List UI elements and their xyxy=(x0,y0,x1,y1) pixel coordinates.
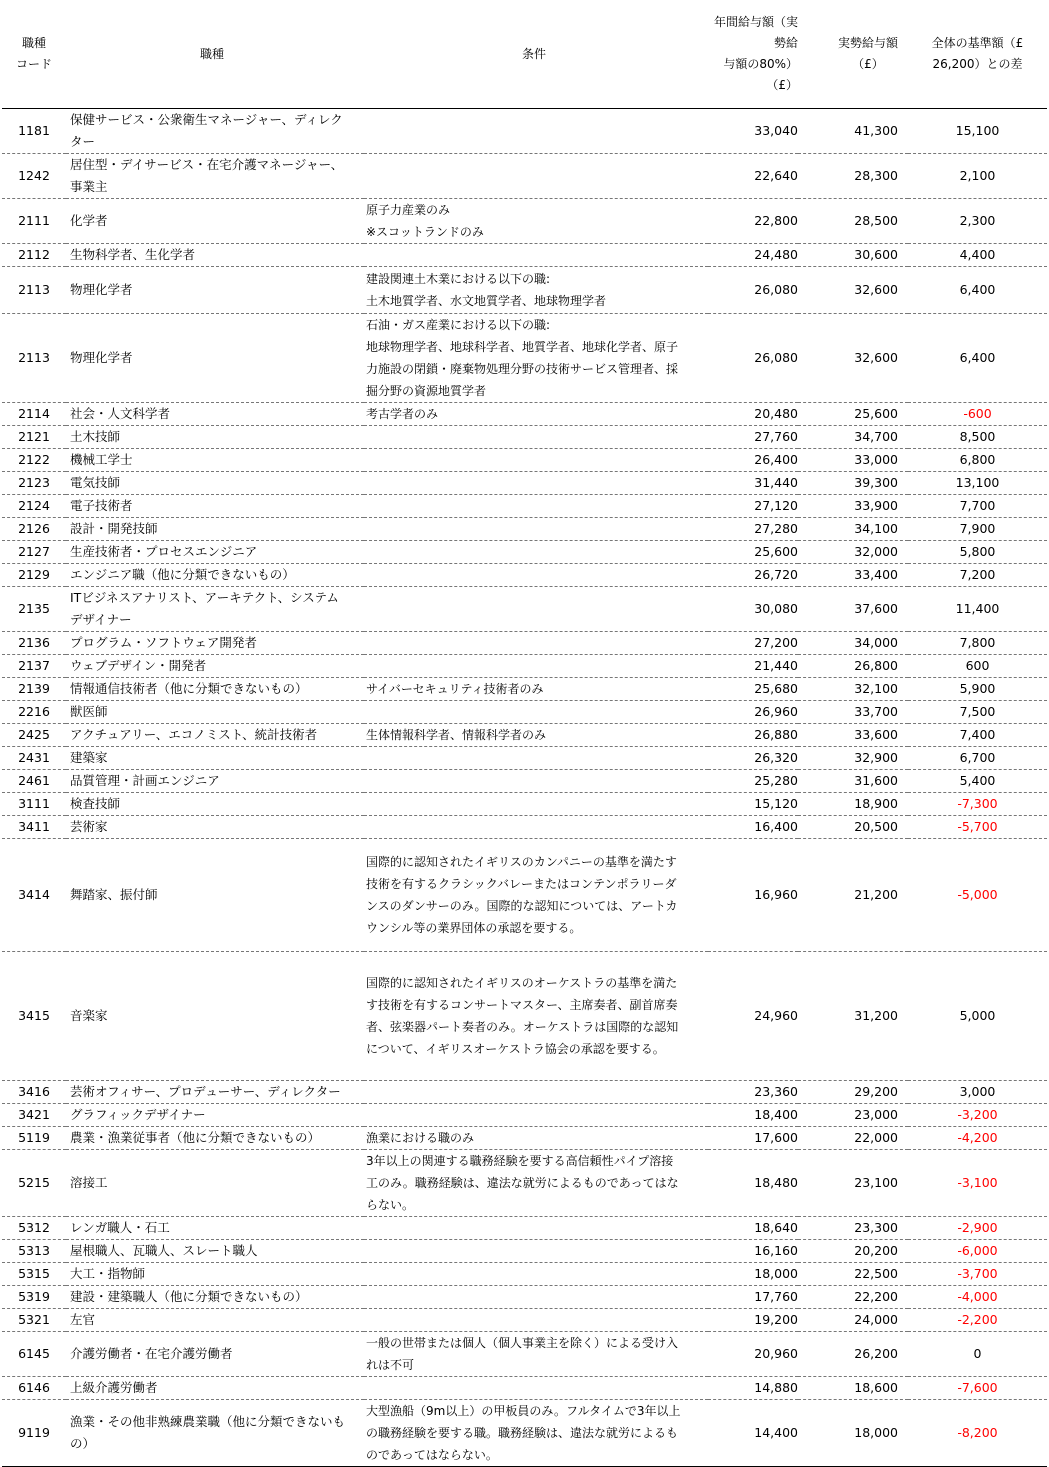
cell-annual-salary: 27,120 xyxy=(754,498,798,513)
cell-code: 1242 xyxy=(18,168,50,183)
cell-actual-salary: 32,000 xyxy=(854,544,898,559)
cell-job: グラフィックデザイナー xyxy=(70,1107,206,1122)
cell-job: 保健サービス・公衆衛生マネージャー、ディレク ター xyxy=(70,112,343,149)
cell-annual-salary: 27,200 xyxy=(754,635,798,650)
cell-actual-salary: 18,000 xyxy=(854,1425,898,1440)
cell-difference: 6,700 xyxy=(959,750,996,765)
cell-job: 電気技師 xyxy=(70,475,121,490)
cell-code: 6145 xyxy=(18,1346,50,1361)
cell-code: 2121 xyxy=(18,429,50,444)
cell-job: 物理化学者 xyxy=(70,282,133,297)
header-code: 職種 コード xyxy=(15,36,52,71)
table-row xyxy=(2,449,1047,472)
cell-condition xyxy=(364,1309,708,1332)
header-actual-salary: 実勢給与額 （£） xyxy=(837,36,898,71)
cell-condition xyxy=(364,449,708,472)
cell-job: レンガ職人・石工 xyxy=(70,1220,170,1235)
cell-job: 農業・漁業従事者（他に分類できないもの） xyxy=(70,1130,321,1145)
cell-code: 9119 xyxy=(18,1425,50,1440)
cell-job: 社会・人文科学者 xyxy=(70,406,171,421)
cell-condition xyxy=(364,426,708,449)
table-row xyxy=(2,747,1047,770)
cell-annual-salary: 22,640 xyxy=(754,168,798,183)
cell-difference: -4,000 xyxy=(957,1289,998,1304)
cell-condition: 一般の世帯または個人（個人事業主を除く）による受け入 れは不可 xyxy=(366,1336,679,1372)
cell-difference: 5,800 xyxy=(959,544,996,559)
cell-code: 5321 xyxy=(18,1312,50,1327)
cell-difference: 7,800 xyxy=(959,635,996,650)
cell-annual-salary: 18,000 xyxy=(754,1266,798,1281)
cell-annual-salary: 16,400 xyxy=(754,819,798,834)
cell-annual-salary: 26,320 xyxy=(754,750,798,765)
cell-code: 5315 xyxy=(18,1266,50,1281)
cell-difference: 11,400 xyxy=(955,601,1000,616)
cell-code: 2124 xyxy=(18,498,50,513)
cell-job: 設計・開発技師 xyxy=(70,521,158,536)
cell-difference: -4,200 xyxy=(957,1130,998,1145)
cell-job: 居住型・デイサービス・在宅介護マネージャー、 事業主 xyxy=(70,157,344,194)
cell-actual-salary: 18,600 xyxy=(854,1380,898,1395)
table-row xyxy=(2,952,1047,1081)
cell-annual-salary: 27,760 xyxy=(754,429,798,444)
table-header xyxy=(2,0,1047,109)
cell-code: 2112 xyxy=(18,247,50,262)
cell-code: 5319 xyxy=(18,1289,50,1304)
cell-actual-salary: 24,000 xyxy=(854,1312,898,1327)
cell-code: 2137 xyxy=(18,658,50,673)
table-row xyxy=(2,1400,1047,1467)
cell-annual-salary: 16,160 xyxy=(754,1243,798,1258)
table-row xyxy=(2,154,1047,199)
cell-job: 漁業・その他非熟練農業職（他に分類できないも の） xyxy=(70,1414,346,1451)
cell-code: 2127 xyxy=(18,544,50,559)
cell-annual-salary: 26,080 xyxy=(754,350,798,365)
cell-condition: 生体情報科学者、情報科学者のみ xyxy=(366,728,547,742)
table-row xyxy=(2,1081,1047,1104)
cell-condition xyxy=(364,564,708,587)
cell-annual-salary: 19,200 xyxy=(754,1312,798,1327)
cell-actual-salary: 31,600 xyxy=(854,773,898,788)
cell-code: 3411 xyxy=(18,819,50,834)
cell-actual-salary: 28,500 xyxy=(854,213,898,228)
cell-condition xyxy=(364,1286,708,1309)
cell-job: 建設・建築職人（他に分類できないもの） xyxy=(70,1289,308,1304)
table-row xyxy=(2,518,1047,541)
cell-actual-salary: 39,300 xyxy=(854,475,898,490)
occupation-salary-table xyxy=(2,0,1047,1467)
table-row xyxy=(2,701,1047,724)
cell-annual-salary: 18,640 xyxy=(754,1220,798,1235)
table-row xyxy=(2,1332,1047,1377)
cell-difference: 8,500 xyxy=(959,429,996,444)
cell-actual-salary: 33,900 xyxy=(854,498,898,513)
cell-job: 芸術家 xyxy=(70,819,108,834)
cell-job: 建築家 xyxy=(70,750,108,765)
cell-code: 5313 xyxy=(18,1243,50,1258)
cell-job: プログラム・ソフトウェア開発者 xyxy=(70,635,257,650)
cell-condition xyxy=(364,472,708,495)
cell-code: 3414 xyxy=(18,887,50,902)
cell-condition xyxy=(364,1240,708,1263)
cell-actual-salary: 21,200 xyxy=(854,887,898,902)
table-body xyxy=(2,109,1047,1467)
cell-code: 2216 xyxy=(18,704,50,719)
cell-job: ITビジネスアナリスト、アーキテクト、システム デザイナー xyxy=(70,590,339,627)
cell-code: 6146 xyxy=(18,1380,50,1395)
cell-annual-salary: 26,720 xyxy=(754,567,798,582)
cell-actual-salary: 23,300 xyxy=(854,1220,898,1235)
cell-condition xyxy=(364,793,708,816)
cell-code: 2113 xyxy=(18,350,50,365)
cell-actual-salary: 34,100 xyxy=(854,521,898,536)
cell-difference: 2,300 xyxy=(959,213,996,228)
cell-actual-salary: 31,200 xyxy=(854,1008,898,1023)
cell-job: 上級介護労働者 xyxy=(70,1380,158,1395)
cell-difference: 7,200 xyxy=(959,567,996,582)
cell-annual-salary: 25,280 xyxy=(754,773,798,788)
table-row xyxy=(2,839,1047,952)
cell-annual-salary: 14,880 xyxy=(754,1380,798,1395)
cell-difference: 7,400 xyxy=(959,727,996,742)
cell-actual-salary: 18,900 xyxy=(854,796,898,811)
cell-code: 3415 xyxy=(18,1008,50,1023)
cell-job: ウェブデザイン・開発者 xyxy=(70,658,207,673)
table-row xyxy=(2,109,1047,154)
cell-annual-salary: 18,400 xyxy=(754,1107,798,1122)
cell-code: 2139 xyxy=(18,681,50,696)
cell-condition xyxy=(364,747,708,770)
cell-job: 機械工学士 xyxy=(70,452,133,467)
cell-annual-salary: 23,360 xyxy=(754,1084,798,1099)
cell-annual-salary: 26,080 xyxy=(754,282,798,297)
cell-condition xyxy=(364,632,708,655)
cell-annual-salary: 33,040 xyxy=(754,123,798,138)
cell-code: 3111 xyxy=(18,796,50,811)
cell-job: 溶接工 xyxy=(70,1175,108,1190)
cell-actual-salary: 34,700 xyxy=(854,429,898,444)
table-row xyxy=(2,1150,1047,1217)
cell-condition: 原子力産業のみ ※スコットランドのみ xyxy=(366,203,484,239)
cell-difference: 5,900 xyxy=(959,681,996,696)
cell-actual-salary: 32,900 xyxy=(854,750,898,765)
cell-code: 2111 xyxy=(18,213,50,228)
cell-annual-salary: 14,400 xyxy=(754,1425,798,1440)
cell-condition xyxy=(364,154,708,199)
table-row xyxy=(2,199,1047,244)
cell-condition xyxy=(364,587,708,632)
cell-condition xyxy=(364,244,708,267)
table-row xyxy=(2,655,1047,678)
cell-annual-salary: 17,760 xyxy=(754,1289,798,1304)
cell-difference: 0 xyxy=(973,1346,982,1361)
table-row xyxy=(2,564,1047,587)
cell-difference: -7,600 xyxy=(957,1380,998,1395)
cell-job: 情報通信技術者（他に分類できないもの） xyxy=(70,681,308,696)
cell-condition xyxy=(364,1081,708,1104)
table-row xyxy=(2,1377,1047,1400)
cell-code: 2425 xyxy=(18,727,50,742)
cell-condition: 建設関連土木業における以下の職: 土木地質学者、水文地質学者、地球物理学者 xyxy=(366,272,607,308)
cell-code: 2123 xyxy=(18,475,50,490)
cell-actual-salary: 33,400 xyxy=(854,567,898,582)
cell-actual-salary: 30,600 xyxy=(854,247,898,262)
cell-actual-salary: 34,000 xyxy=(854,635,898,650)
header-job: 職種 xyxy=(200,46,225,61)
cell-annual-salary: 16,960 xyxy=(754,887,798,902)
cell-condition xyxy=(364,770,708,793)
cell-difference: 2,100 xyxy=(959,168,996,183)
cell-job: 左官 xyxy=(70,1312,96,1327)
cell-actual-salary: 32,600 xyxy=(854,282,898,297)
cell-difference: 5,000 xyxy=(959,1008,996,1023)
cell-annual-salary: 24,480 xyxy=(754,247,798,262)
cell-actual-salary: 22,500 xyxy=(854,1266,898,1281)
cell-difference: -5,000 xyxy=(957,887,998,902)
table-row xyxy=(2,403,1047,426)
table-row xyxy=(2,495,1047,518)
cell-actual-salary: 32,600 xyxy=(854,350,898,365)
cell-job: 品質管理・計画エンジニア xyxy=(70,773,220,788)
cell-actual-salary: 23,100 xyxy=(854,1175,898,1190)
cell-annual-salary: 26,400 xyxy=(754,452,798,467)
cell-difference: -3,200 xyxy=(957,1107,998,1122)
cell-job: 芸術オフィサー、プロデューサー、ディレクター xyxy=(70,1084,341,1099)
table-row xyxy=(2,816,1047,839)
cell-annual-salary: 26,880 xyxy=(754,727,798,742)
cell-difference: 7,500 xyxy=(959,704,996,719)
cell-difference: -6,000 xyxy=(957,1243,998,1258)
cell-annual-salary: 20,960 xyxy=(754,1346,798,1361)
cell-difference: -3,700 xyxy=(957,1266,998,1281)
cell-code: 2129 xyxy=(18,567,50,582)
cell-code: 2113 xyxy=(18,282,50,297)
cell-difference: 5,400 xyxy=(959,773,996,788)
cell-job: 大工・指物師 xyxy=(70,1266,146,1281)
table-row xyxy=(2,472,1047,495)
table-row xyxy=(2,541,1047,564)
table-row xyxy=(2,1263,1047,1286)
cell-code: 2136 xyxy=(18,635,50,650)
cell-actual-salary: 33,700 xyxy=(854,704,898,719)
cell-job: 物理化学者 xyxy=(70,350,133,365)
cell-actual-salary: 20,200 xyxy=(854,1243,898,1258)
cell-condition xyxy=(364,1217,708,1240)
cell-actual-salary: 29,200 xyxy=(854,1084,898,1099)
cell-code: 3416 xyxy=(18,1084,50,1099)
cell-job: 舞踏家、振付師 xyxy=(70,887,158,902)
cell-job: 生物科学者、生化学者 xyxy=(70,247,196,262)
cell-annual-salary: 21,440 xyxy=(754,658,798,673)
cell-actual-salary: 33,000 xyxy=(854,452,898,467)
cell-annual-salary: 31,440 xyxy=(754,475,798,490)
cell-job: 獣医師 xyxy=(70,704,108,719)
cell-condition xyxy=(364,109,708,154)
cell-actual-salary: 26,800 xyxy=(854,658,898,673)
table-row xyxy=(2,426,1047,449)
table-row xyxy=(2,793,1047,816)
cell-condition: 国際的に認知されたイギリスのカンパニーの基準を満たす 技術を有するクラシックバレーまたはコンテンポラリーダ ンスのダンサーのみ。国際的な認知については、アートカ ウンシル等の業界団体の承認を要する。 xyxy=(366,855,678,935)
header-difference: 全体の基準額（£ 26,200）との差 xyxy=(931,36,1024,71)
cell-difference: 600 xyxy=(965,658,990,673)
cell-actual-salary: 20,500 xyxy=(854,819,898,834)
cell-actual-salary: 37,600 xyxy=(854,601,898,616)
cell-difference: 13,100 xyxy=(955,475,1000,490)
table-row xyxy=(2,267,1047,314)
cell-condition xyxy=(364,541,708,564)
cell-job: 検査技師 xyxy=(70,796,121,811)
cell-difference: 3,000 xyxy=(959,1084,996,1099)
cell-annual-salary: 26,960 xyxy=(754,704,798,719)
table-row xyxy=(2,678,1047,701)
cell-condition xyxy=(364,495,708,518)
cell-difference: -2,900 xyxy=(957,1220,998,1235)
cell-condition xyxy=(364,655,708,678)
cell-job: 土木技師 xyxy=(70,429,121,444)
cell-annual-salary: 17,600 xyxy=(754,1130,798,1145)
cell-job: アクチュアリー、エコノミスト、統計技術者 xyxy=(70,727,318,742)
cell-annual-salary: 25,680 xyxy=(754,681,798,696)
cell-job: 化学者 xyxy=(70,213,108,228)
cell-annual-salary: 27,280 xyxy=(754,521,798,536)
cell-condition xyxy=(364,1104,708,1127)
cell-difference: 4,400 xyxy=(959,247,996,262)
cell-code: 2461 xyxy=(18,773,50,788)
cell-actual-salary: 33,600 xyxy=(854,727,898,742)
table-row xyxy=(2,314,1047,403)
cell-actual-salary: 41,300 xyxy=(854,123,898,138)
cell-actual-salary: 32,100 xyxy=(854,681,898,696)
table-row xyxy=(2,1286,1047,1309)
cell-code: 2122 xyxy=(18,452,50,467)
cell-job: 電子技術者 xyxy=(70,498,133,513)
cell-annual-salary: 24,960 xyxy=(754,1008,798,1023)
cell-code: 3421 xyxy=(18,1107,50,1122)
header-condition: 条件 xyxy=(522,46,547,61)
cell-difference: -7,300 xyxy=(957,796,998,811)
cell-annual-salary: 25,600 xyxy=(754,544,798,559)
cell-condition: 3年以上の関連する職務経験を要する高信頼性パイプ溶接 工のみ。職務経験は、違法な就労によるものであってはな らない。 xyxy=(366,1154,679,1212)
cell-condition: サイバーセキュリティ技術者のみ xyxy=(366,682,544,696)
cell-code: 2114 xyxy=(18,406,50,421)
cell-actual-salary: 22,000 xyxy=(854,1130,898,1145)
cell-condition xyxy=(364,518,708,541)
cell-actual-salary: 23,000 xyxy=(854,1107,898,1122)
cell-difference: 7,700 xyxy=(959,498,996,513)
cell-condition xyxy=(364,701,708,724)
cell-difference: -5,700 xyxy=(957,819,998,834)
cell-job: 屋根職人、瓦職人、スレート職人 xyxy=(70,1243,258,1258)
cell-difference: 6,800 xyxy=(959,452,996,467)
cell-code: 2431 xyxy=(18,750,50,765)
cell-code: 2135 xyxy=(18,601,50,616)
cell-annual-salary: 20,480 xyxy=(754,406,798,421)
cell-condition: 国際的に認知されたイギリスのオーケストラの基準を満た す技術を有するコンサートマスター、主席奏者、副首席奏 者、弦楽器パート奏者のみ。オーケストラは国際的な認知 について、イギリスオーケストラ協会の承認を要する。 xyxy=(366,976,679,1056)
table-row xyxy=(2,1240,1047,1263)
cell-difference: 6,400 xyxy=(959,282,996,297)
cell-difference: 7,900 xyxy=(959,521,996,536)
table-row xyxy=(2,1217,1047,1240)
cell-annual-salary: 22,800 xyxy=(754,213,798,228)
table-row xyxy=(2,1127,1047,1150)
table-row xyxy=(2,1104,1047,1127)
table-row xyxy=(2,587,1047,632)
table-row xyxy=(2,770,1047,793)
table-row xyxy=(2,244,1047,267)
cell-actual-salary: 26,200 xyxy=(854,1346,898,1361)
cell-difference: 6,400 xyxy=(959,350,996,365)
header-annual-salary: 年間給与額（実勢給 与額の80%）（£） xyxy=(713,15,798,92)
header-row xyxy=(2,0,1047,109)
cell-code: 5119 xyxy=(18,1130,50,1145)
cell-annual-salary: 15,120 xyxy=(754,796,798,811)
cell-condition xyxy=(364,1377,708,1400)
cell-condition: 考古学者のみ xyxy=(366,407,439,421)
cell-code: 5312 xyxy=(18,1220,50,1235)
cell-difference: -8,200 xyxy=(957,1425,998,1440)
cell-job: 音楽家 xyxy=(70,1008,108,1023)
cell-code: 2126 xyxy=(18,521,50,536)
cell-difference: -2,200 xyxy=(957,1312,998,1327)
cell-condition: 大型漁船（9m以上）の甲板員のみ。フルタイムで3年以上 の職務経験を要する職。職務経験は、違法な就労によるも のであってはならない。 xyxy=(366,1404,681,1462)
cell-job: 介護労働者・在宅介護労働者 xyxy=(70,1346,233,1361)
cell-condition xyxy=(364,1263,708,1286)
cell-difference: 15,100 xyxy=(955,123,1000,138)
cell-difference: -600 xyxy=(963,406,992,421)
cell-job: エンジニア職（他に分類できないもの） xyxy=(70,567,295,582)
table-row xyxy=(2,1309,1047,1332)
cell-difference: -3,100 xyxy=(957,1175,998,1190)
cell-actual-salary: 25,600 xyxy=(854,406,898,421)
cell-condition: 漁業における職のみ xyxy=(366,1131,475,1145)
cell-actual-salary: 28,300 xyxy=(854,168,898,183)
cell-condition xyxy=(364,816,708,839)
cell-code: 5215 xyxy=(18,1175,50,1190)
cell-actual-salary: 22,200 xyxy=(854,1289,898,1304)
cell-code: 1181 xyxy=(18,123,50,138)
cell-condition: 石油・ガス産業における以下の職: 地球物理学者、地球科学者、地質学者、地球化学者、原子 力施設の閉鎖・廃棄物処理分野の技術サービス管理者、採 掘分野の資源地質学者 xyxy=(366,318,679,398)
cell-job: 生産技術者・プロセスエンジニア xyxy=(70,544,258,559)
cell-annual-salary: 30,080 xyxy=(754,601,798,616)
table-row xyxy=(2,724,1047,747)
table-row xyxy=(2,632,1047,655)
cell-annual-salary: 18,480 xyxy=(754,1175,798,1190)
